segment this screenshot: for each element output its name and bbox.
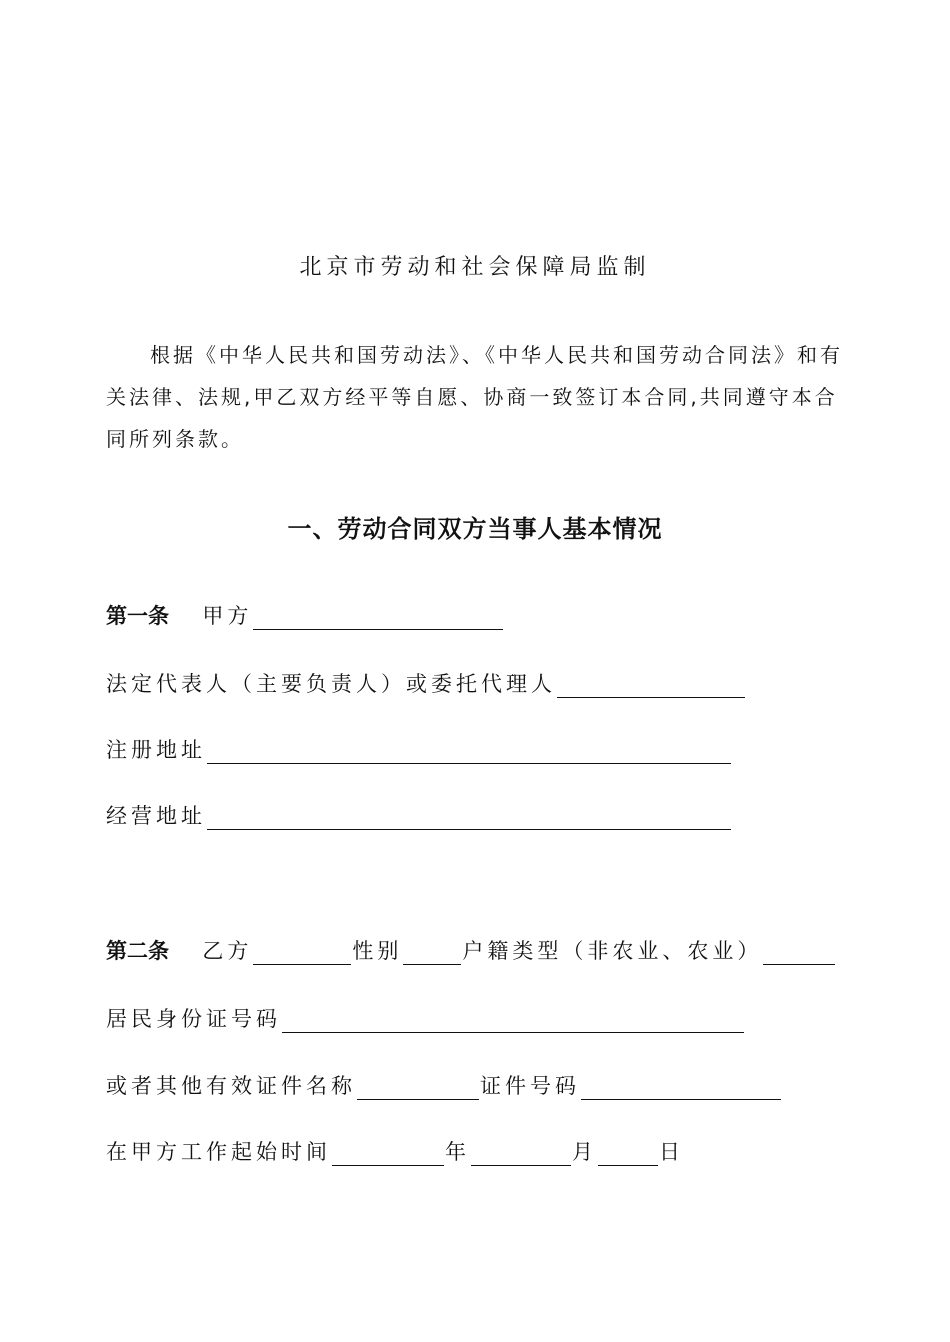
intro-paragraph <box>106 334 846 460</box>
party-b-field[interactable] <box>253 942 351 965</box>
start-day-field[interactable] <box>598 1143 658 1166</box>
registered-address-field[interactable] <box>207 741 731 764</box>
id-no-field[interactable] <box>581 1077 781 1100</box>
representative-row <box>106 670 746 698</box>
other-id-name-field[interactable] <box>357 1077 479 1100</box>
month-label: 月 <box>572 1140 597 1164</box>
start-time-label: 在甲方工作起始时间 <box>106 1140 331 1164</box>
article2-label: 第二条 <box>106 939 169 963</box>
other-id-row <box>106 1072 782 1100</box>
gender-label: 性别 <box>352 939 403 963</box>
start-month-field[interactable] <box>471 1143 571 1166</box>
supervisor-line: 北京市劳动和社会保障局监制 <box>299 255 651 280</box>
registered-address-label: 注册地址 <box>106 738 206 762</box>
id-no-label: 证件号码 <box>480 1074 580 1098</box>
start-time-row <box>106 1138 684 1166</box>
article1-label: 第一条 <box>106 604 169 628</box>
start-year-field[interactable] <box>332 1143 444 1166</box>
article1-row <box>106 602 504 630</box>
id-number-label: 居民身份证号码 <box>106 1007 281 1031</box>
section-heading: 一、劳动合同双方当事人基本情况 <box>287 515 663 543</box>
business-address-field[interactable] <box>207 807 731 830</box>
business-address-row <box>106 802 732 830</box>
year-label: 年 <box>445 1140 470 1164</box>
article2-row <box>106 937 836 965</box>
household-type-field[interactable] <box>763 942 835 965</box>
party-b-label: 乙方 <box>202 939 253 963</box>
party-a-label: 甲方 <box>202 604 253 628</box>
other-id-name-label: 或者其他有效证件名称 <box>106 1074 356 1098</box>
id-number-row <box>106 1005 745 1033</box>
party-a-field[interactable] <box>253 607 503 630</box>
id-number-field[interactable] <box>282 1010 744 1033</box>
intro-text: 根据《中华人民共和国劳动法》、《中华人民共和国劳动合同法》和有关法律、法规,甲乙双方经平等自愿、协商一致签订本合同,共同遵守本合同所列条款。 <box>106 343 843 451</box>
business-address-label: 经营地址 <box>106 804 206 828</box>
day-label: 日 <box>659 1140 684 1164</box>
representative-field[interactable] <box>557 675 745 698</box>
registered-address-row <box>106 736 732 764</box>
household-type-label: 户籍类型（非农业、农业） <box>462 939 763 963</box>
gender-field[interactable] <box>403 942 461 965</box>
representative-label: 法定代表人（主要负责人）或委托代理人 <box>106 672 556 696</box>
